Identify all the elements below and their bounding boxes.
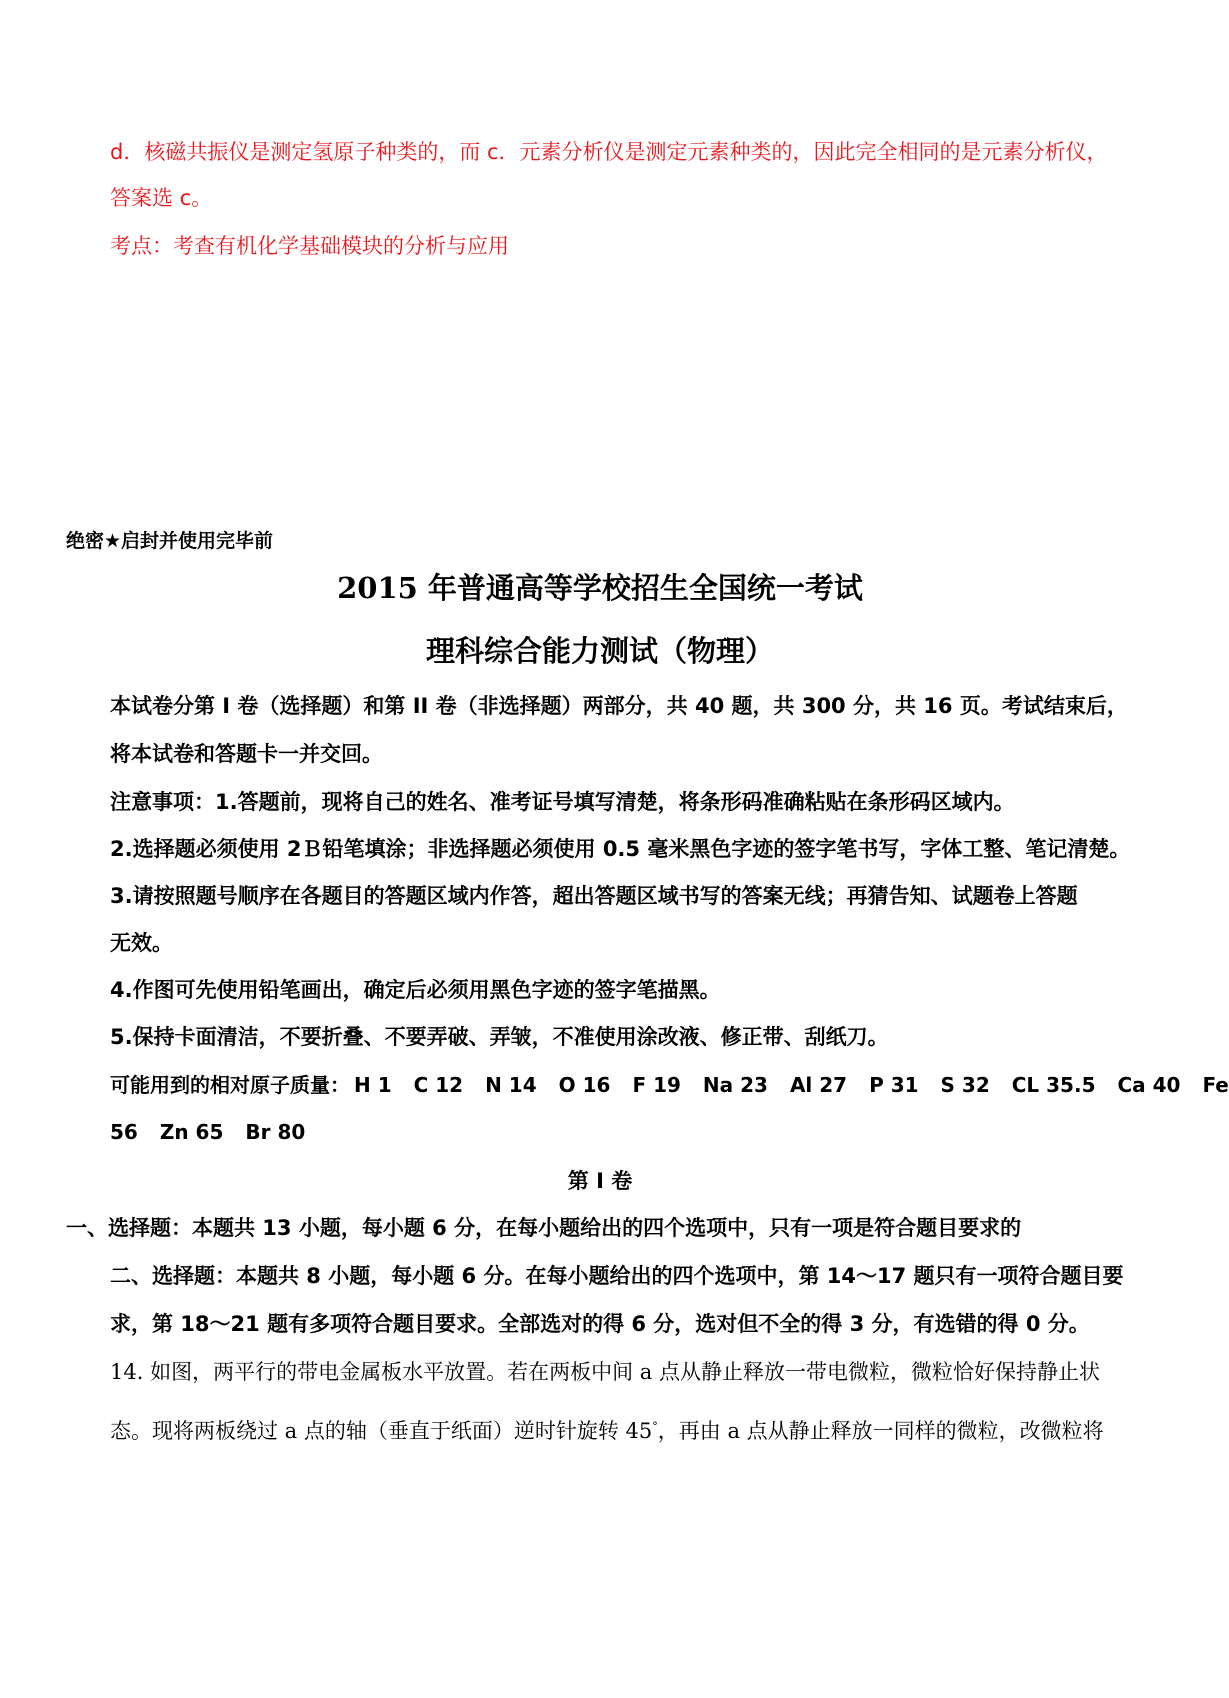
atomic-mass-label: 可能用到的相对原子质量： [110,1073,350,1097]
atomic-mass: Fe [1202,1073,1229,1097]
note-5: 5.保持卡面清洁，不要折叠、不要弄破、弄皱，不准使用涂改液、修正带、刮纸刀。 [110,1025,889,1049]
part-2-instructions-line-1: 二、选择题：本题共 8 小题，每小题 6 分。在每小题给出的四个选项中，第 14～17 题只有一项符合题目要 [110,1264,1124,1288]
degree-symbol: ° [652,1420,658,1433]
volume-heading: 第 I 卷 [567,1169,633,1193]
secret-label: 绝密★启封并使用完毕前 [66,530,274,552]
atomic-mass-row-1 [110,1071,1229,1099]
atomic-mass: 56 [110,1120,138,1144]
atomic-mass-row-2 [110,1118,327,1146]
note-3-continued: 无效。 [110,931,173,955]
atomic-mass: CL 35.5 [1011,1073,1096,1097]
answer-line-1: d．核磁共振仪是测定氢原子种类的，而 c．元素分析仪是测定元素种类的，因此完全相同的是元素分析仪， [110,140,1108,164]
atomic-mass: O 16 [558,1073,611,1097]
question-14-text-b: ，再由 a 点从静止释放一同样的微粒，改微粒将 [657,1419,1104,1443]
atomic-mass: C 12 [413,1073,464,1097]
atomic-mass: P 31 [869,1073,919,1097]
atomic-mass: H 1 [354,1073,392,1097]
answer-line-2: 答案选 c。 [110,186,213,210]
answer-key-point: 考点：考查有机化学基础模块的分析与应用 [110,234,509,258]
question-14-line-2 [110,1417,1104,1445]
question-14-text-a: 态。现将两板绕过 a 点的轴（垂直于纸面）逆时针旋转 45 [110,1419,653,1443]
part-1-instructions: 一、选择题：本题共 13 小题，每小题 6 分，在每小题给出的四个选项中，只有一项是符合题目要求的 [66,1216,1022,1240]
atomic-mass: Na 23 [702,1073,768,1097]
atomic-mass: Al 27 [789,1073,848,1097]
exam-title: 2015 年普通高等学校招生全国统一考试 [337,571,863,605]
note-4: 4.作图可先使用铅笔画出，确定后必须用黑色字迹的签字笔描黑。 [110,978,721,1002]
atomic-mass: F 19 [632,1073,681,1097]
intro-line-2: 将本试卷和答题卡一并交回。 [110,742,383,766]
note-2: 2.选择题必须使用 2Ｂ铅笔填涂；非选择题必须使用 0.5 毫米黑色字迹的签字笔书写，字体工整、笔记清楚。 [110,837,1131,861]
note-1: 注意事项：1.答题前，现将自己的姓名、准考证号填写清楚，将条形码准确粘贴在条形码区域内。 [110,790,1015,814]
intro-line-1: 本试卷分第 I 卷（选择题）和第 II 卷（非选择题）两部分，共 40 题，共 300 分，共 16 页。考试结束后， [110,694,1128,718]
exam-subtitle: 理科综合能力测试（物理） [425,634,774,668]
question-14-line-1: 14. 如图，两平行的带电金属板水平放置。若在两板中间 a 点从静止释放一带电微粒，微粒恰好保持静止状 [110,1360,1100,1384]
atomic-mass: N 14 [485,1073,537,1097]
part-2-instructions-line-2: 求，第 18～21 题有多项符合题目要求。全部选对的得 6 分，选对但不全的得 3 分，有选错的得 0 分。 [110,1312,1090,1336]
atomic-mass: Ca 40 [1117,1073,1181,1097]
atomic-mass: Zn 65 [159,1120,224,1144]
atomic-mass: Br 80 [245,1120,306,1144]
atomic-mass: S 32 [940,1073,990,1097]
note-3: 3.请按照题号顺序在各题目的答题区域内作答，超出答题区域书写的答案无线；再猜告知、试题卷上答题 [110,884,1078,908]
